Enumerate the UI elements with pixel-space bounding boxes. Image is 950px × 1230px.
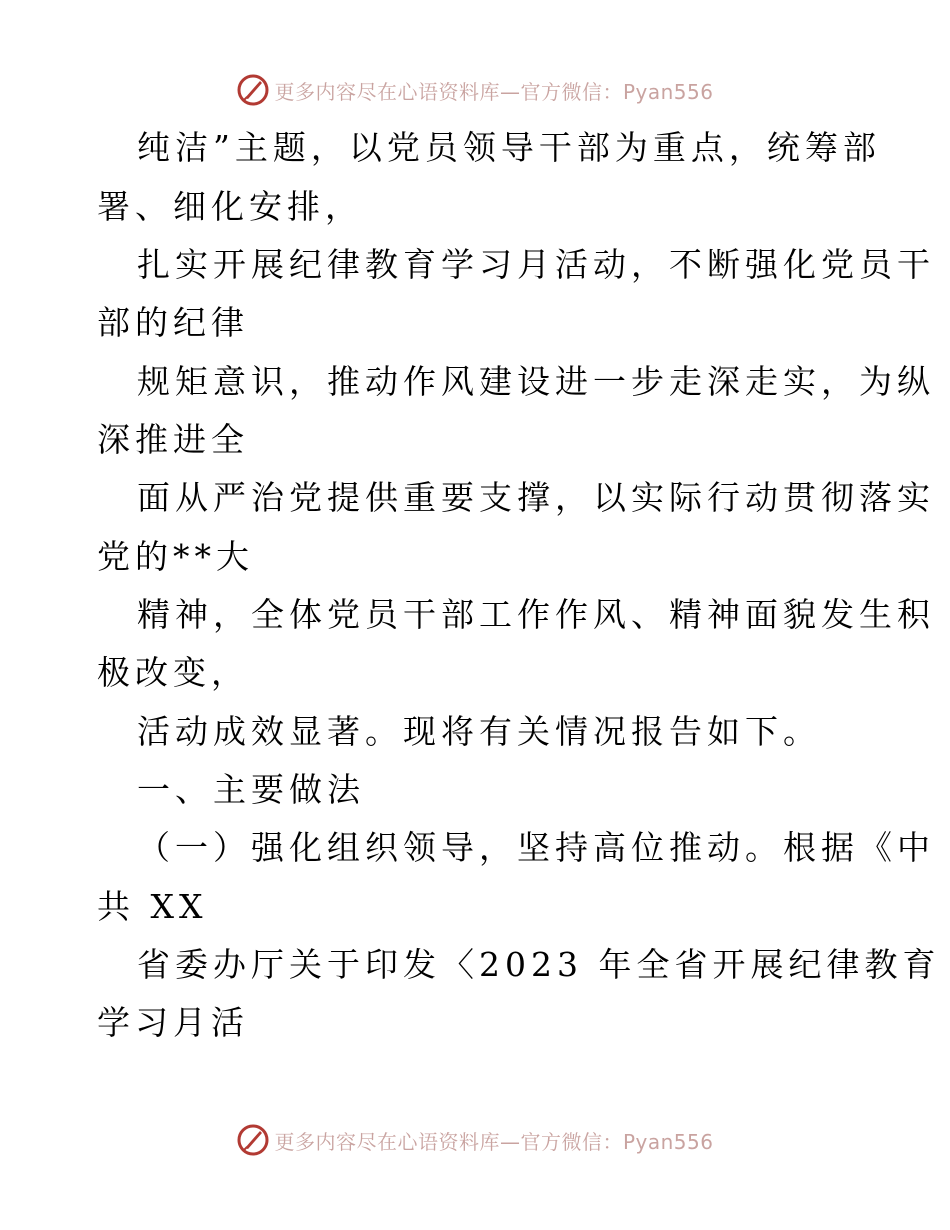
paragraph-line: 规矩意识，推动作风建设进一步走深走实，为纵 xyxy=(137,362,935,401)
paragraph-line: 署、细化安排， xyxy=(97,187,363,226)
paragraph-line: 活动成效显著。现将有关情况报告如下。 xyxy=(137,712,821,751)
quill-pen-logo-icon xyxy=(236,1123,270,1157)
footer-watermark xyxy=(0,1120,950,1160)
paragraph-line: 面从严治党提供重要支撑，以实际行动贯彻落实 xyxy=(137,478,935,517)
paragraph-line: 部的纪律 xyxy=(97,303,249,342)
paragraph-line: 扎实开展纪律教育学习月活动，不断强化党员干 xyxy=(137,245,935,284)
section-heading: 一、主要做法 xyxy=(137,770,365,809)
watermark-text: 更多内容尽在心语资料库—官方微信：Pyan556 xyxy=(274,79,714,104)
paragraph-line: 党的**大 xyxy=(97,537,254,576)
paragraph-line: 纯洁”主题，以党员领导干部为重点，统筹部 xyxy=(137,128,881,167)
header-watermark xyxy=(0,70,950,110)
paragraph-line: 学习月活 xyxy=(97,1003,249,1042)
paragraph-line: 共 XX xyxy=(97,887,208,926)
paragraph-line: 精神，全体党员干部工作作风、精神面貌发生积 xyxy=(137,595,935,634)
paragraph-line: 省委办厅关于印发〈2023 年全省开展纪律教育 xyxy=(137,945,941,984)
quill-pen-logo-icon xyxy=(236,73,270,107)
paragraph-line: 深推进全 xyxy=(97,420,249,459)
paragraph-line: 极改变， xyxy=(97,653,249,692)
paragraph-line: （一）强化组织领导，坚持高位推动。根据《中 xyxy=(137,828,935,867)
watermark-text: 更多内容尽在心语资料库—官方微信：Pyan556 xyxy=(274,1129,714,1154)
